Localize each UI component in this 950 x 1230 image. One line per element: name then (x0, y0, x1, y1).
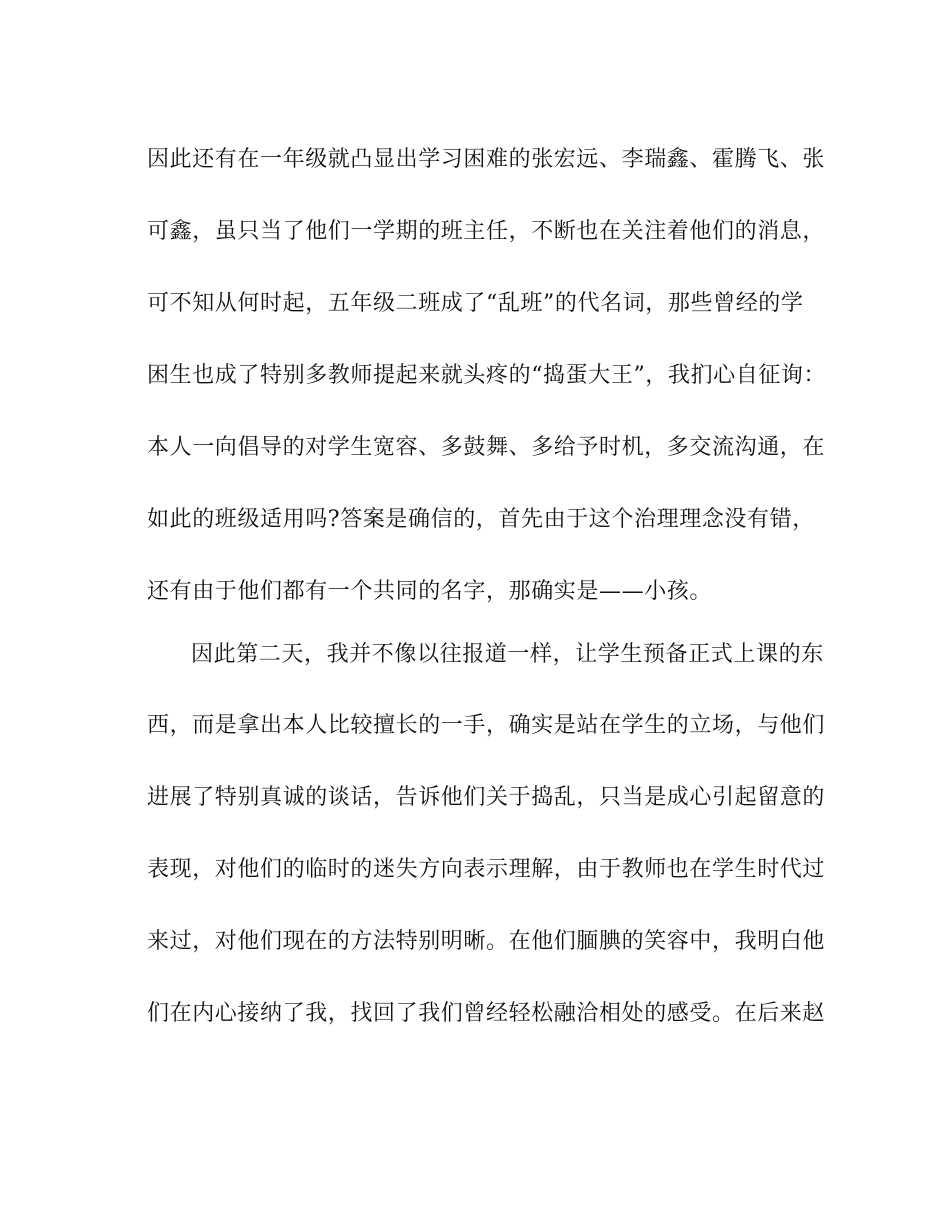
text-line: 来过，对他们现在的方法特别明晰。在他们腼腆的笑容中，我明白他 (147, 929, 826, 954)
text-line: 还有由于他们都有一个共同的名字，那确实是——小孩。 (147, 579, 713, 604)
text-line: 如此的班级适用吗?答案是确信的，首先由于这个治理理念没有错， (147, 507, 815, 532)
text-line: 可不知从何时起，五年级二班成了“乱班”的代名词，那些曾经的学 (147, 291, 804, 316)
paragraph-first-line: 因此第二天，我并不像以往报道一样，让学生预备正式上课的东 (191, 642, 824, 667)
text-line: 可鑫，虽只当了他们一学期的班主任，不断也在关注着他们的消息， (147, 219, 826, 244)
text-line: 因此还有在一年级就凸显出学习困难的张宏远、李瑞鑫、霍腾飞、张 (147, 147, 826, 172)
text-line: 本人一向倡导的对学生宽容、多鼓舞、多给予时机，多交流沟通，在 (147, 435, 826, 460)
text-line: 进展了特别真诚的谈话，告诉他们关于捣乱，只当是成心引起留意的 (147, 785, 826, 810)
text-line: 们在内心接纳了我，找回了我们曾经轻松融洽相处的感受。在后来赵 (147, 1001, 826, 1026)
text-line: 困生也成了特别多教师提起来就头疼的“捣蛋大王”，我扪心自征询： (147, 363, 827, 388)
text-line: 表现，对他们的临时的迷失方向表示理解，由于教师也在学生时代过 (147, 857, 826, 882)
text-line: 西，而是拿出本人比较擅长的一手，确实是站在学生的立场，与他们 (147, 713, 826, 738)
